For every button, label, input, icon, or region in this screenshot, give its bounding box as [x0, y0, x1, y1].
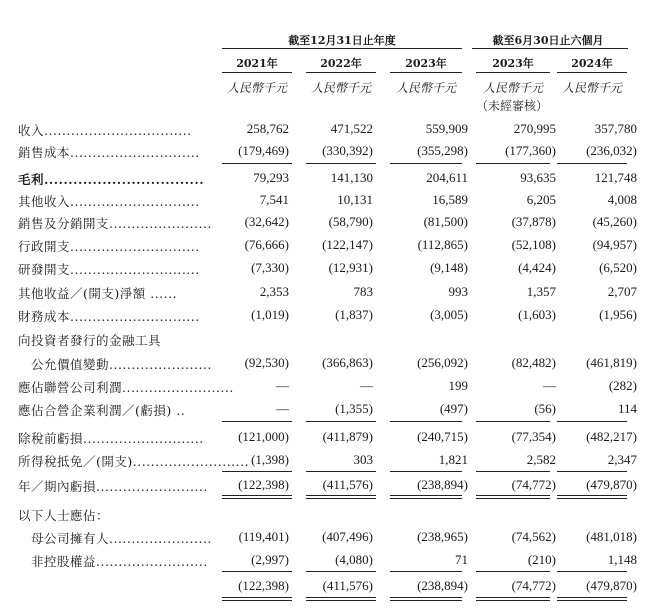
- row-value: (3,005): [430, 307, 468, 322]
- subtotal-rule-gross: [557, 163, 627, 164]
- row-label: 其他收益／(開支)淨額 ......: [18, 286, 178, 301]
- row-value: (2,997): [251, 552, 289, 567]
- table-row-admin-expenses: [0, 235, 660, 255]
- subtotal-rule-attributable: [306, 571, 376, 572]
- row-value: 2,353: [259, 284, 289, 299]
- header-year-rule-5: [557, 72, 627, 73]
- row-value: (479,870): [586, 477, 637, 492]
- total-double-rule: [476, 495, 550, 499]
- row-value: (481,018): [586, 529, 637, 544]
- table-row-owners-of-parent: [0, 527, 660, 547]
- row-value: 303: [353, 452, 373, 467]
- header-currency-1: 人民幣千元: [226, 81, 287, 95]
- table-row-finance-costs: [0, 305, 660, 325]
- header-year-2022: 2022年: [320, 57, 362, 70]
- row-value: 93,635: [520, 170, 556, 185]
- row-value: (1,355): [335, 401, 373, 416]
- table-row-attributable-heading: [0, 504, 660, 524]
- row-value: (37,878): [511, 214, 556, 229]
- subtotal-rule-gross: [476, 163, 550, 164]
- row-value: (52,108): [511, 237, 556, 252]
- subtotal-rule-pretax: [476, 421, 550, 422]
- row-value: (4,424): [518, 260, 556, 275]
- table-row-joint-ventures: [0, 399, 660, 419]
- subtotal-rule-attributable: [476, 571, 550, 572]
- row-label: 行政開支.............................: [18, 239, 200, 254]
- header-currency-2: 人民幣千元: [310, 81, 371, 95]
- row-value: 783: [353, 284, 373, 299]
- subtotal-rule-attributable: [557, 571, 627, 572]
- row-value: —: [360, 378, 373, 393]
- row-value: 559,909: [425, 121, 468, 136]
- row-value: (210): [527, 552, 556, 567]
- row-value: (366,863): [322, 355, 373, 370]
- row-value: (9,148): [430, 260, 468, 275]
- row-label: 所得稅抵免／(開支)..........................: [18, 454, 250, 469]
- row-value: 1,821: [438, 452, 468, 467]
- row-value: (76,666): [244, 237, 289, 252]
- row-value: 121,748: [594, 170, 637, 185]
- row-value: (482,217): [586, 429, 637, 444]
- header-group-annual: 截至12月31日止年度: [288, 34, 396, 47]
- final-double-rule: [306, 597, 376, 601]
- row-label: 毛利.................................: [18, 172, 205, 187]
- row-value: (4,080): [335, 552, 373, 567]
- header-group-interim: 截至6月30日止六個月: [492, 34, 604, 47]
- row-label: 公允價值變動.......................: [18, 357, 212, 372]
- row-value: (122,398): [238, 578, 289, 593]
- row-value: (238,894): [417, 477, 468, 492]
- table-row-gross-profit: [0, 168, 660, 188]
- header-group-annual-rule: [222, 48, 462, 49]
- subtotal-rule-loss: [557, 471, 627, 472]
- row-label: 年／期內虧損.........................: [18, 479, 208, 494]
- total-double-rule: [222, 495, 292, 499]
- header-half-2023: 2023年: [492, 57, 534, 70]
- row-value: (82,482): [511, 355, 556, 370]
- table-row-loss-for-period: [0, 475, 660, 495]
- row-value: 4,008: [607, 192, 637, 207]
- row-value: (1,956): [599, 307, 637, 322]
- row-value: (407,496): [322, 529, 373, 544]
- row-value: (122,147): [322, 237, 373, 252]
- subtotal-rule-loss: [222, 471, 292, 472]
- row-value: (179,469): [238, 143, 289, 158]
- table-row-cost-of-sales: [0, 141, 660, 161]
- row-value: (282): [608, 378, 637, 393]
- table-row-associates-profit: [0, 376, 660, 396]
- row-value: (122,398): [238, 477, 289, 492]
- row-value: (74,562): [511, 529, 556, 544]
- row-value: 2,582: [526, 452, 556, 467]
- row-label: 銷售成本.............................: [18, 145, 200, 160]
- row-label: 收入.................................: [18, 123, 192, 138]
- table-row-income-tax: [0, 450, 660, 470]
- subtotal-rule-loss: [390, 471, 462, 472]
- row-value: (56): [534, 401, 556, 416]
- header-currency-5: 人民幣千元: [561, 81, 622, 95]
- subtotal-rule-gross: [306, 163, 376, 164]
- final-double-rule: [557, 597, 627, 601]
- row-value: 6,205: [526, 192, 556, 207]
- row-value: (92,530): [244, 355, 289, 370]
- row-value: (177,360): [505, 143, 556, 158]
- row-value: (238,965): [417, 529, 468, 544]
- row-label: 應佔聯營公司利潤.........................: [18, 380, 234, 395]
- row-value: 2,347: [607, 452, 637, 467]
- row-value: (74,772): [511, 477, 556, 492]
- row-label: 其他收入.............................: [18, 194, 200, 209]
- row-value: (112,865): [417, 237, 468, 252]
- subtotal-rule-pretax: [390, 421, 462, 422]
- subtotal-rule-loss: [476, 471, 550, 472]
- row-value: (121,000): [238, 429, 289, 444]
- row-value: 10,131: [337, 192, 373, 207]
- row-value: 141,130: [330, 170, 373, 185]
- row-value: (236,032): [586, 143, 637, 158]
- total-double-rule: [557, 495, 627, 499]
- table-row-financial-instruments-heading: [0, 329, 660, 349]
- row-value: 7,541: [259, 192, 289, 207]
- header-year-rule-3: [390, 72, 462, 73]
- table-row-other-income: [0, 190, 660, 210]
- row-value: (58,790): [328, 214, 373, 229]
- row-value: 270,995: [513, 121, 556, 136]
- row-value: (45,260): [592, 214, 637, 229]
- row-value: (74,772): [511, 578, 556, 593]
- row-value: (479,870): [586, 578, 637, 593]
- header-year-rule-1: [222, 72, 292, 73]
- header-currency-3: 人民幣千元: [395, 81, 456, 95]
- row-value: (32,642): [244, 214, 289, 229]
- row-value: 199: [448, 378, 468, 393]
- total-double-rule: [390, 495, 462, 499]
- row-value: (461,819): [586, 355, 637, 370]
- header-half-2024: 2024年: [571, 57, 613, 70]
- row-label: 銷售及分銷開支.......................: [18, 216, 212, 231]
- row-value: (94,957): [592, 237, 637, 252]
- row-value: 114: [617, 401, 637, 416]
- row-label: 除稅前虧損...........................: [18, 431, 204, 446]
- row-value: (330,392): [322, 143, 373, 158]
- row-label: 應佔合營企業利潤／(虧損) ..: [18, 403, 186, 418]
- subtotal-rule-gross: [390, 163, 462, 164]
- subtotal-rule-attributable: [390, 571, 462, 572]
- row-value: (256,092): [417, 355, 468, 370]
- row-value: (12,931): [328, 260, 373, 275]
- subtotal-rule-pretax: [306, 421, 376, 422]
- row-value: (81,500): [423, 214, 468, 229]
- row-value: 2,707: [607, 284, 637, 299]
- row-value: (238,894): [417, 578, 468, 593]
- table-row-selling-expenses: [0, 212, 660, 232]
- row-value: 993: [448, 284, 468, 299]
- table-row-attributable-total: [0, 576, 660, 596]
- final-double-rule: [222, 597, 292, 601]
- row-value: (1,398): [251, 452, 289, 467]
- header-year-2021: 2021年: [236, 57, 278, 70]
- row-value: 1,357: [526, 284, 556, 299]
- subtotal-rule-attributable: [222, 571, 292, 572]
- row-value: (355,298): [417, 143, 468, 158]
- row-value: 16,589: [432, 192, 468, 207]
- subtotal-rule-pretax: [557, 421, 627, 422]
- row-value: —: [543, 378, 556, 393]
- row-value: (411,576): [322, 477, 373, 492]
- row-value: —: [276, 401, 289, 416]
- row-label: 非控股權益.........................: [18, 554, 208, 569]
- row-value: (497): [439, 401, 468, 416]
- header-unaudited: （未經審核）: [475, 99, 548, 113]
- row-label: 向投資者發行的金融工具: [18, 333, 162, 348]
- row-label: 以下人士應佔：: [18, 508, 110, 523]
- table-row-fair-value-change: [0, 353, 660, 373]
- table-row-non-controlling: [0, 550, 660, 570]
- final-double-rule: [390, 597, 462, 601]
- final-double-rule: [476, 597, 550, 601]
- row-value: 1,148: [607, 552, 637, 567]
- header-year-rule-2: [306, 72, 376, 73]
- row-value: —: [276, 378, 289, 393]
- row-value: (411,879): [322, 429, 373, 444]
- row-value: (77,354): [511, 429, 556, 444]
- header-year-rule-4: [476, 72, 550, 73]
- row-value: (6,520): [599, 260, 637, 275]
- row-value: (1,837): [335, 307, 373, 322]
- row-value: (240,715): [417, 429, 468, 444]
- row-value: (411,576): [322, 578, 373, 593]
- row-label: 財務成本.............................: [18, 309, 200, 324]
- table-row-rnd-expenses: [0, 258, 660, 278]
- header-group-interim-rule: [472, 48, 628, 49]
- row-value: (119,401): [238, 529, 289, 544]
- header-currency-4: 人民幣千元: [482, 81, 543, 95]
- row-value: 258,762: [246, 121, 289, 136]
- subtotal-rule-gross: [222, 163, 292, 164]
- row-value: 71: [455, 552, 468, 567]
- table-row-other-gains: [0, 282, 660, 302]
- row-value: (7,330): [251, 260, 289, 275]
- row-value: 79,293: [253, 170, 289, 185]
- header-year-2023: 2023年: [405, 57, 447, 70]
- total-double-rule: [306, 495, 376, 499]
- row-value: 357,780: [594, 121, 637, 136]
- subtotal-rule-pretax: [222, 421, 292, 422]
- row-label: 母公司擁有人.......................: [18, 531, 212, 546]
- subtotal-rule-loss: [306, 471, 376, 472]
- row-value: 471,522: [330, 121, 373, 136]
- table-row-revenue: [0, 119, 660, 139]
- row-label: 研發開支.............................: [18, 262, 200, 277]
- row-value: 204,611: [426, 170, 468, 185]
- row-value: (1,019): [251, 307, 289, 322]
- row-value: (1,603): [518, 307, 556, 322]
- table-row-loss-before-tax: [0, 427, 660, 447]
